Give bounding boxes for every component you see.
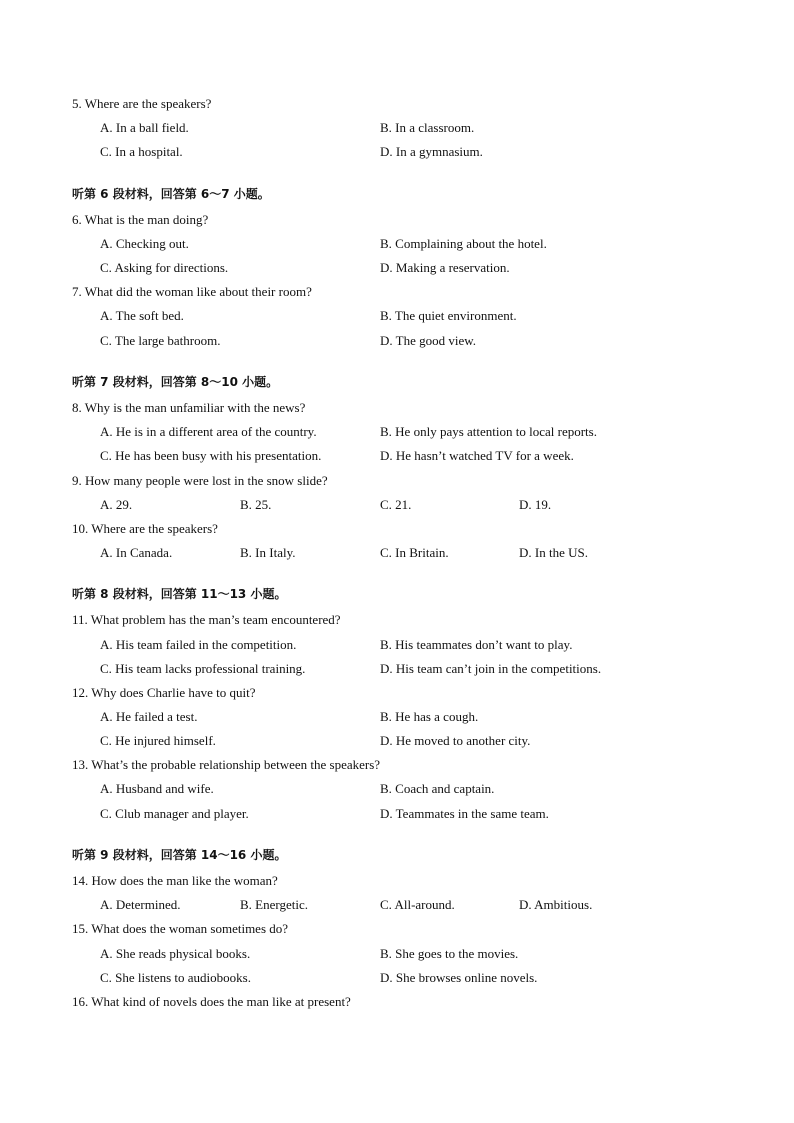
option-10b: B. In Italy.	[240, 545, 296, 560]
option-14b: B. Energetic.	[240, 897, 308, 912]
option-13c: C. Club manager and player.	[100, 806, 249, 821]
question-16: 16. What kind of novels does the man like at present?	[72, 994, 351, 1009]
option-5b: B. In a classroom.	[380, 120, 475, 135]
section-header-9: 听第 9 段材料，回答第 14～16 小题。	[72, 848, 287, 862]
option-15d: D. She browses online novels.	[380, 970, 538, 985]
option-5d: D. In a gymnasium.	[380, 144, 483, 159]
option-6b: B. Complaining about the hotel.	[380, 236, 547, 251]
option-9d: D. 19.	[519, 497, 552, 512]
option-13a: A. Husband and wife.	[100, 781, 214, 796]
option-5c: C. In a hospital.	[100, 144, 183, 159]
option-9b: B. 25.	[240, 497, 272, 512]
option-6d: D. Making a reservation.	[380, 260, 510, 275]
option-8d: D. He hasn’t watched TV for a week.	[380, 448, 574, 463]
option-12d: D. He moved to another city.	[380, 733, 531, 748]
option-14d: D. Ambitious.	[519, 897, 593, 912]
question-12: 12. Why does Charlie have to quit?	[72, 685, 256, 700]
option-8a: A. He is in a different area of the country.	[100, 424, 317, 439]
question-7: 7. What did the woman like about their room?	[72, 284, 312, 299]
option-11c: C. His team lacks professional training.	[100, 661, 306, 676]
option-5a: A. In a ball field.	[100, 120, 189, 135]
question-9: 9. How many people were lost in the snow slide?	[72, 473, 328, 488]
question-5: 5. Where are the speakers?	[72, 96, 212, 111]
question-13: 13. What’s the probable relationship between the speakers?	[72, 757, 381, 772]
section-header-8: 听第 8 段材料，回答第 11～13 小题。	[72, 587, 287, 601]
option-10d: D. In the US.	[519, 545, 588, 560]
option-9a: A. 29.	[100, 497, 133, 512]
option-15c: C. She listens to audiobooks.	[100, 970, 251, 985]
option-12c: C. He injured himself.	[100, 733, 216, 748]
option-11d: D. His team can’t join in the competitions.	[380, 661, 602, 676]
question-15: 15. What does the woman sometimes do?	[72, 921, 289, 936]
option-11b: B. His teammates don’t want to play.	[380, 637, 573, 652]
option-12b: B. He has a cough.	[380, 709, 479, 724]
option-7a: A. The soft bed.	[100, 308, 184, 323]
option-10c: C. In Britain.	[380, 545, 449, 560]
option-9c: C. 21.	[380, 497, 412, 512]
option-7d: D. The good view.	[380, 333, 477, 348]
option-15b: B. She goes to the movies.	[380, 946, 519, 961]
option-6a: A. Checking out.	[100, 236, 189, 251]
option-7c: C. The large bathroom.	[100, 333, 221, 348]
option-11a: A. His team failed in the competition.	[100, 637, 297, 652]
option-6c: C. Asking for directions.	[100, 260, 229, 275]
option-8b: B. He only pays attention to local reports.	[380, 424, 597, 439]
section-header-7: 听第 7 段材料，回答第 8～10 小题。	[72, 375, 279, 389]
option-12a: A. He failed a test.	[100, 709, 198, 724]
option-14a: A. Determined.	[100, 897, 181, 912]
question-14: 14. How does the man like the woman?	[72, 873, 278, 888]
question-10: 10. Where are the speakers?	[72, 521, 218, 536]
question-6: 6. What is the man doing?	[72, 212, 209, 227]
section-header-6: 听第 6 段材料，回答第 6～7 小题。	[72, 187, 270, 201]
option-10a: A. In Canada.	[100, 545, 173, 560]
option-7b: B. The quiet environment.	[380, 308, 517, 323]
option-14c: C. All-around.	[380, 897, 455, 912]
option-8c: C. He has been busy with his presentation.	[100, 448, 322, 463]
option-13b: B. Coach and captain.	[380, 781, 495, 796]
option-15a: A. She reads physical books.	[100, 946, 251, 961]
question-8: 8. Why is the man unfamiliar with the news?	[72, 400, 306, 415]
question-11: 11. What problem has the man’s team encountered?	[72, 612, 341, 627]
option-13d: D. Teammates in the same team.	[380, 806, 549, 821]
